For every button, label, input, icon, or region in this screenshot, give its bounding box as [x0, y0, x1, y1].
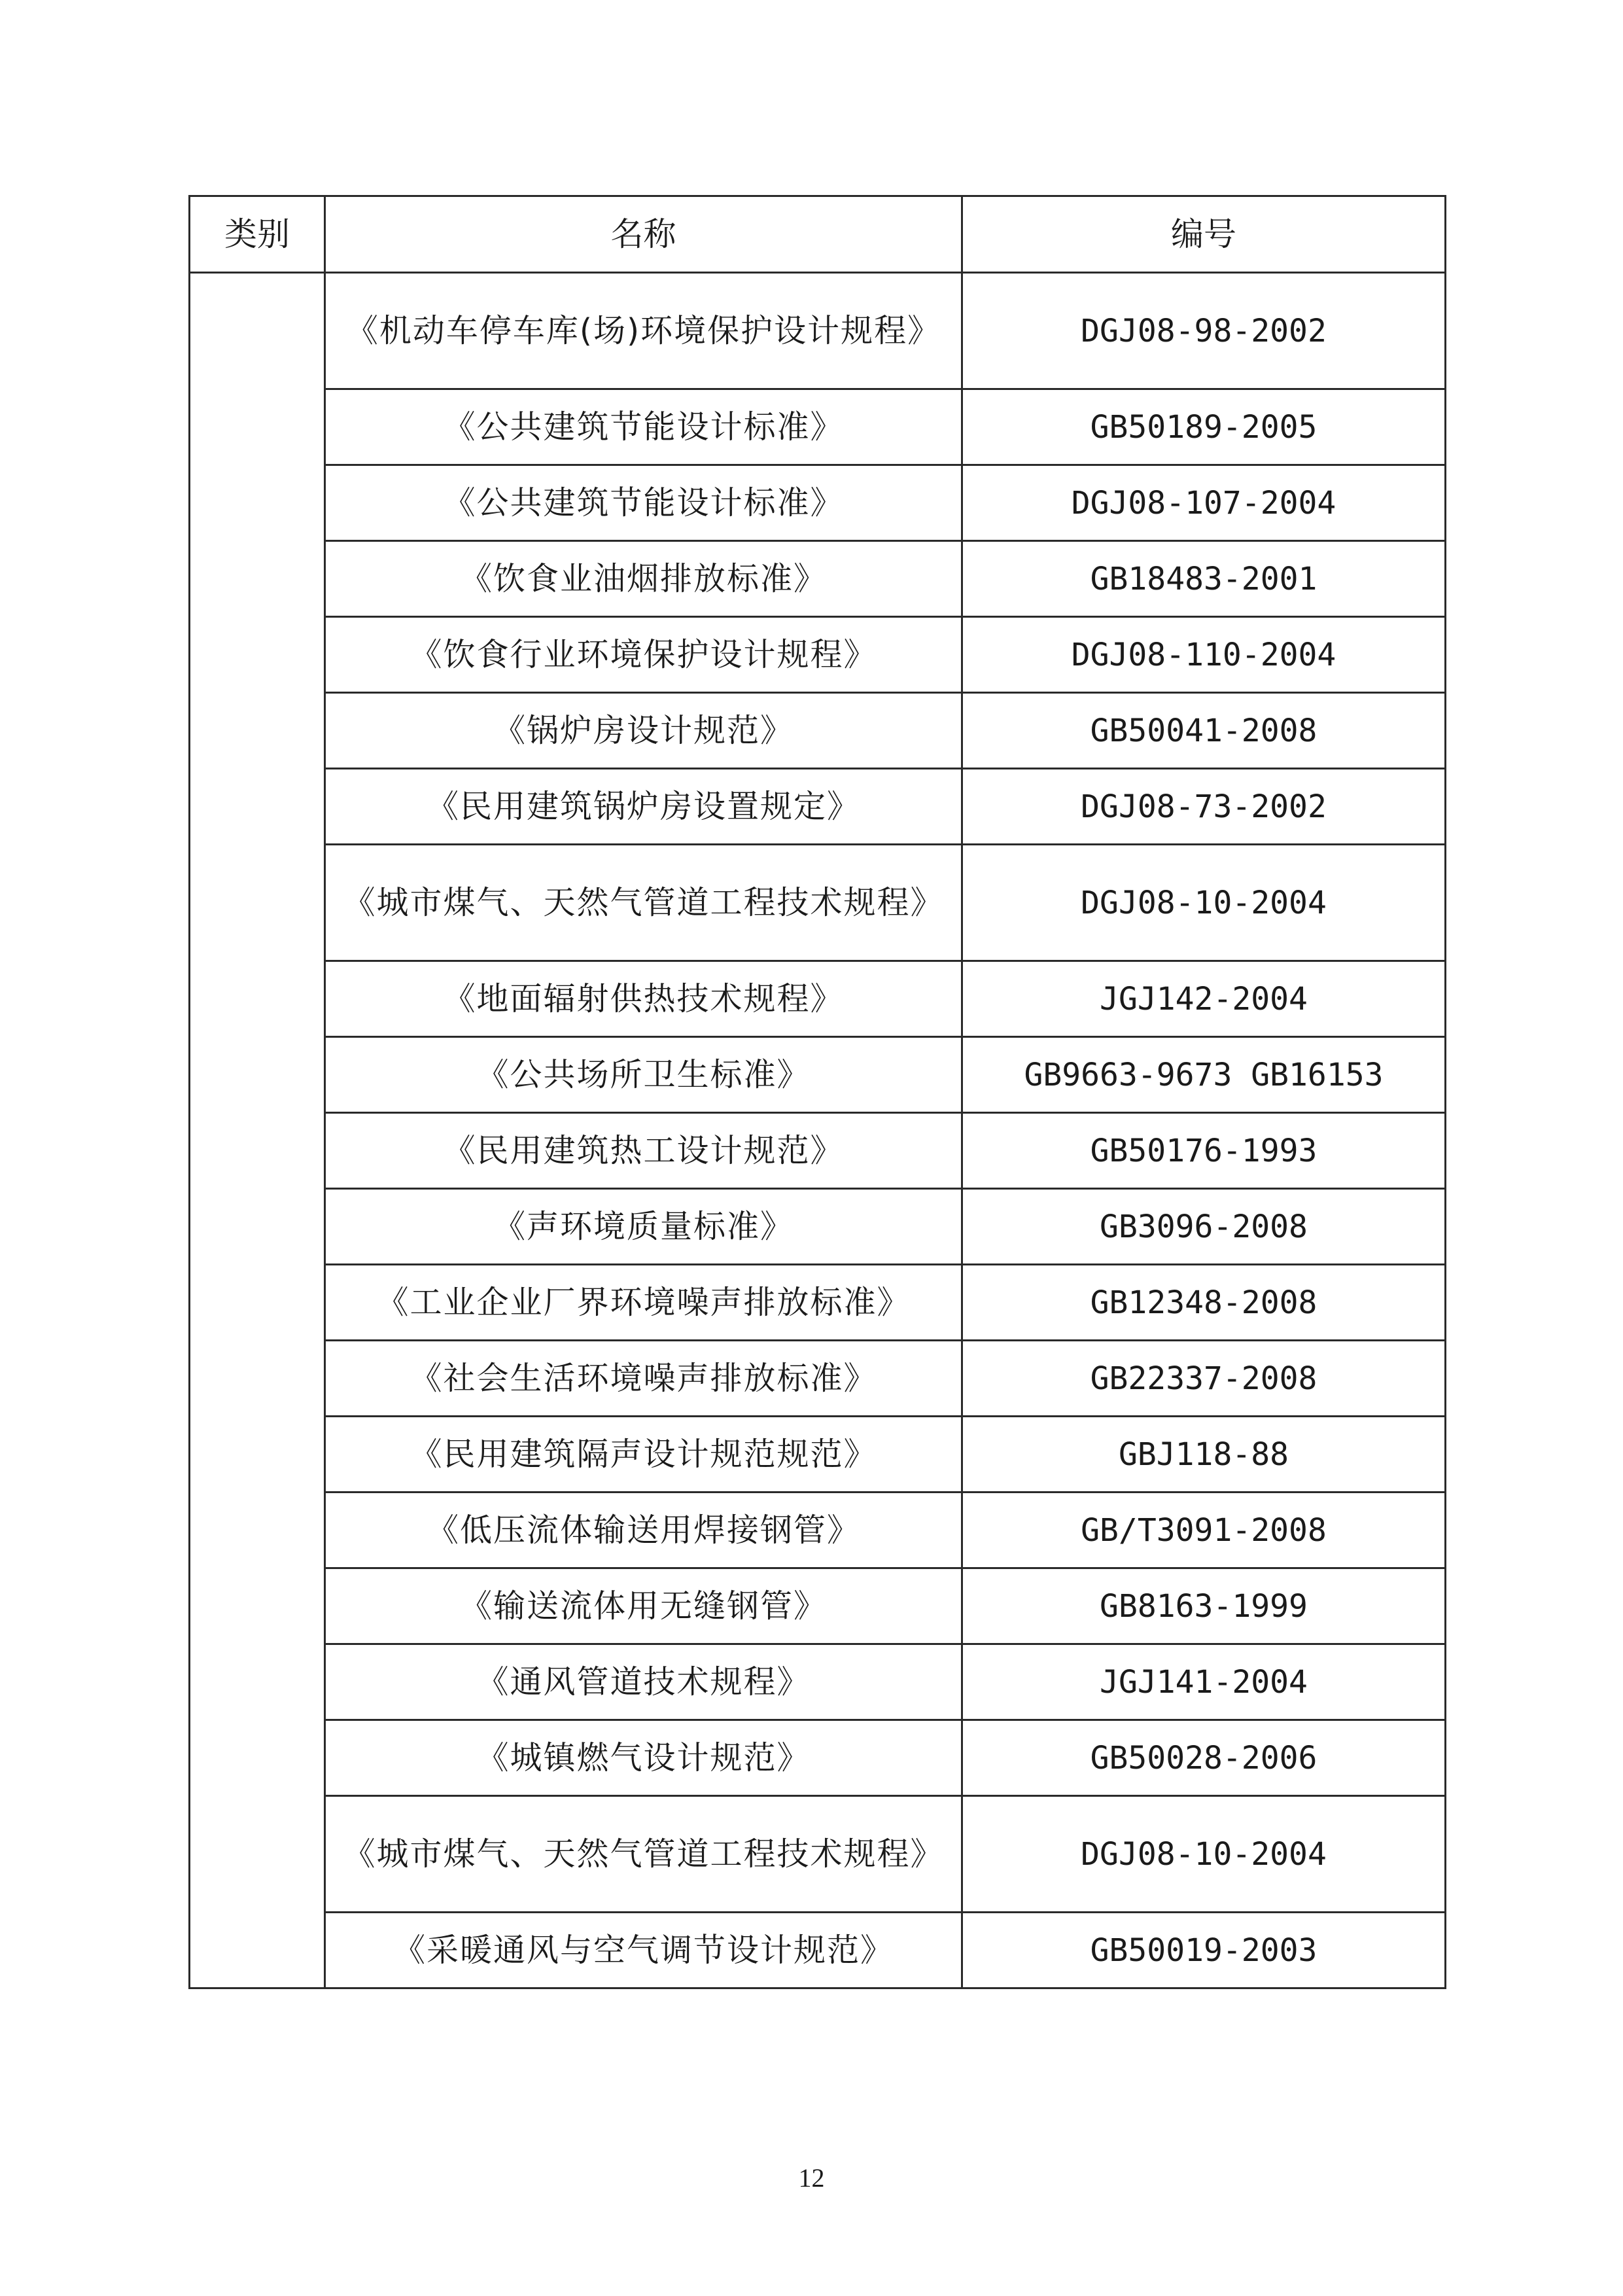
table-row	[190, 693, 1446, 769]
standard-code: GB/T3091-2008	[962, 1492, 1446, 1568]
standard-name: 《公共建筑节能设计标准》	[325, 465, 962, 541]
table-row	[190, 769, 1446, 845]
table-row	[190, 1189, 1446, 1265]
standard-name: 《通风管道技术规程》	[325, 1644, 962, 1720]
standard-code: DGJ08-98-2002	[962, 273, 1446, 389]
standard-name: 《民用建筑热工设计规范》	[325, 1113, 962, 1189]
standard-code: GB50041-2008	[962, 693, 1446, 769]
standard-code: DGJ08-107-2004	[962, 465, 1446, 541]
standard-code: DGJ08-10-2004	[962, 1796, 1446, 1913]
standard-name: 《锅炉房设计规范》	[325, 693, 962, 769]
standard-code: GB12348-2008	[962, 1265, 1446, 1341]
standard-name: 《饮食行业环境保护设计规程》	[325, 617, 962, 693]
page-number: 12	[798, 2163, 825, 2193]
table-row	[190, 273, 1446, 389]
standard-name: 《城市煤气、天然气管道工程技术规程》	[325, 845, 962, 961]
standard-code: GB50019-2003	[962, 1913, 1446, 1988]
standard-name: 《声环境质量标准》	[325, 1189, 962, 1265]
standard-code: JGJ141-2004	[962, 1644, 1446, 1720]
header-code: 编号	[962, 196, 1446, 273]
standard-name: 《公共场所卫生标准》	[325, 1037, 962, 1113]
standard-name: 《民用建筑隔声设计规范规范》	[325, 1417, 962, 1492]
table-row	[190, 1037, 1446, 1113]
standard-code: GB3096-2008	[962, 1189, 1446, 1265]
standard-code: GB50189-2005	[962, 389, 1446, 465]
standard-name: 《城市煤气、天然气管道工程技术规程》	[325, 1796, 962, 1913]
standard-code: GB50176-1993	[962, 1113, 1446, 1189]
table-row	[190, 1265, 1446, 1341]
table-row	[190, 1113, 1446, 1189]
table-row	[190, 845, 1446, 961]
standard-name: 《采暖通风与空气调节设计规范》	[325, 1913, 962, 1988]
standard-code: JGJ142-2004	[962, 961, 1446, 1037]
standard-code: DGJ08-10-2004	[962, 845, 1446, 961]
table-row	[190, 465, 1446, 541]
table-row	[190, 1492, 1446, 1568]
standard-name: 《城镇燃气设计规范》	[325, 1720, 962, 1796]
header-category: 类别	[190, 196, 325, 273]
standard-name: 《公共建筑节能设计标准》	[325, 389, 962, 465]
standard-name: 《饮食业油烟排放标准》	[325, 541, 962, 617]
table-row	[190, 961, 1446, 1037]
standards-table	[188, 195, 1446, 1989]
standard-name: 《工业企业厂界环境噪声排放标准》	[325, 1265, 962, 1341]
standard-name: 《社会生活环境噪声排放标准》	[325, 1341, 962, 1417]
standard-name: 《民用建筑锅炉房设置规定》	[325, 769, 962, 845]
table-row	[190, 1341, 1446, 1417]
standard-code: GB9663-9673 GB16153	[962, 1037, 1446, 1113]
table-row	[190, 1568, 1446, 1644]
table-row	[190, 617, 1446, 693]
standard-code: GB50028-2006	[962, 1720, 1446, 1796]
standard-code: GBJ118-88	[962, 1417, 1446, 1492]
table-row	[190, 1644, 1446, 1720]
standard-code: GB22337-2008	[962, 1341, 1446, 1417]
standard-name: 《地面辐射供热技术规程》	[325, 961, 962, 1037]
table-row	[190, 1796, 1446, 1913]
table-row	[190, 1417, 1446, 1492]
table-body	[190, 273, 1446, 1988]
table-header-row	[190, 196, 1446, 273]
standard-name: 《低压流体输送用焊接钢管》	[325, 1492, 962, 1568]
standard-name: 《输送流体用无缝钢管》	[325, 1568, 962, 1644]
header-name: 名称	[325, 196, 962, 273]
standard-code: DGJ08-73-2002	[962, 769, 1446, 845]
table-row	[190, 541, 1446, 617]
standard-name: 《机动车停车库(场)环境保护设计规程》	[325, 273, 962, 389]
standard-code: GB8163-1999	[962, 1568, 1446, 1644]
table-row	[190, 1913, 1446, 1988]
category-cell	[190, 273, 325, 1988]
standard-code: DGJ08-110-2004	[962, 617, 1446, 693]
standard-code: GB18483-2001	[962, 541, 1446, 617]
table-row	[190, 1720, 1446, 1796]
table-row	[190, 389, 1446, 465]
